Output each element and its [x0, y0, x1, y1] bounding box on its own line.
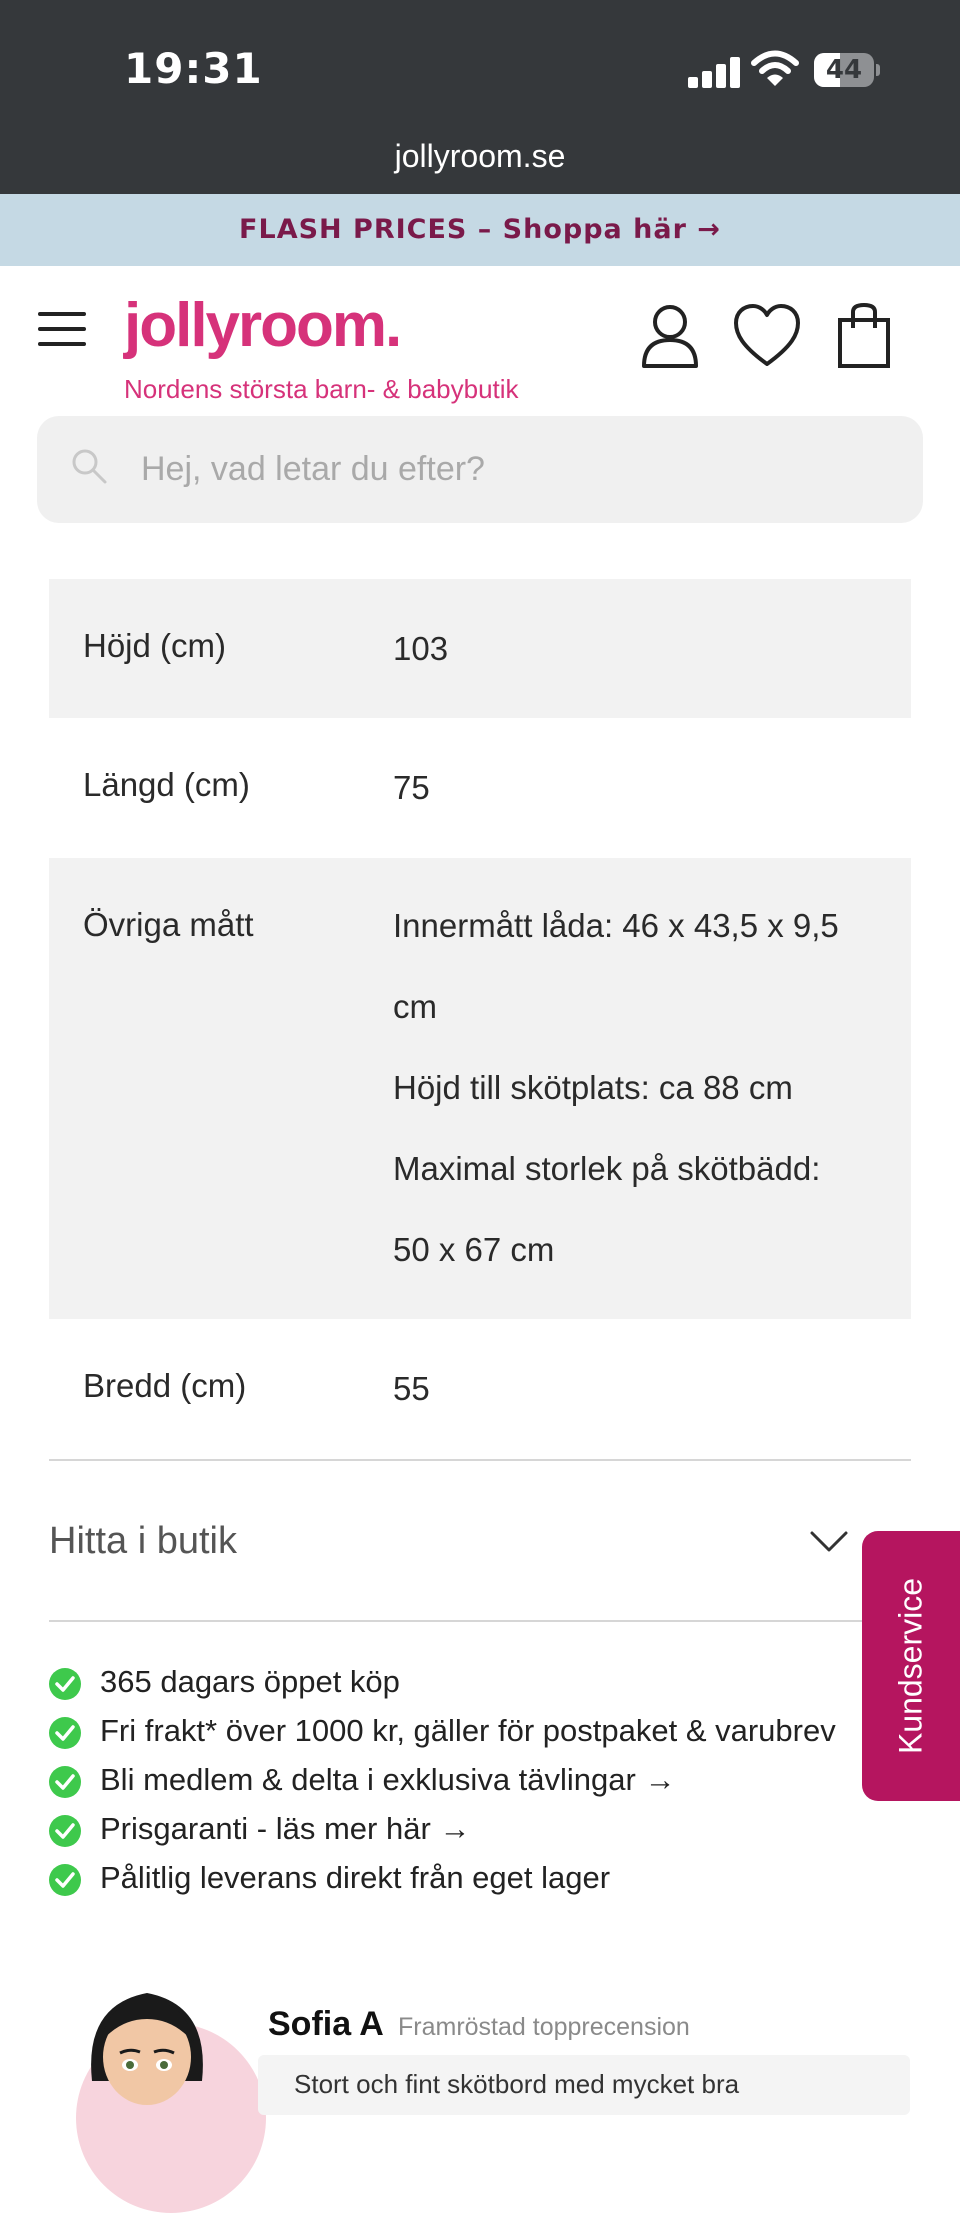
find-in-store-accordion[interactable] [49, 1462, 911, 1622]
usp-item: 365 dagars öppet köp [49, 1662, 960, 1711]
heart-icon[interactable] [732, 302, 802, 370]
site-header [0, 266, 960, 416]
search-icon [69, 446, 109, 486]
logo[interactable]: jollyroom. [124, 291, 401, 360]
spec-row [49, 858, 911, 1319]
status-bar [0, 0, 960, 194]
usp-item: Fri frakt* över 1000 kr, gäller för postpaket & varubrev [49, 1711, 960, 1760]
spec-label: Bredd (cm) [83, 1367, 247, 1404]
top-review [0, 1985, 960, 2099]
check-icon [49, 1717, 81, 1749]
spec-value: 55 [393, 1370, 430, 1407]
customer-service-label: Kundservice [892, 1577, 929, 1755]
user-icon[interactable] [638, 302, 702, 370]
spec-value: 75 [393, 769, 430, 806]
promo-banner[interactable]: FLASH PRICES – Shoppa här → [0, 194, 960, 266]
tagline: Nordens största barn- & babybutik [124, 374, 519, 404]
customer-service-tab[interactable] [862, 1531, 960, 1801]
clock: 19:31 [124, 44, 263, 93]
spec-row [49, 579, 911, 718]
wifi-icon [752, 50, 798, 88]
spec-label: Längd (cm) [83, 766, 250, 803]
search-input[interactable] [141, 416, 881, 523]
check-icon [49, 1864, 81, 1896]
search-bar[interactable] [37, 416, 923, 523]
spec-value: Innermått låda: 46 x 43,5 x 9,5 cm Höjd till skötplats: ca 88 cm Maximal storlek på skötbädd: 50 x 67 cm [393, 907, 839, 1268]
cellular-signal-icon [688, 56, 740, 88]
specifications-table [49, 579, 911, 1458]
avatar [62, 1985, 232, 2081]
spec-label: Övriga mått [83, 906, 254, 943]
review-text: Stort och fint skötbord med mycket bra [294, 2069, 740, 2099]
bag-icon[interactable] [836, 302, 892, 370]
usp-list [49, 1662, 960, 1907]
spec-value: 103 [393, 630, 449, 667]
spec-row [49, 718, 911, 858]
usp-item: Pålitlig leverans direkt från eget lager [49, 1858, 960, 1907]
spec-row [49, 1319, 911, 1458]
reviewer-name: Sofia A [268, 2005, 384, 2043]
accordion-title: Hitta i butik [49, 1520, 237, 1562]
divider [49, 1620, 911, 1622]
spec-label: Höjd (cm) [83, 627, 227, 664]
usp-item[interactable]: Prisgaranti - läs mer här → [49, 1809, 960, 1858]
battery-percent: 44 [825, 55, 863, 85]
menu-icon[interactable] [38, 312, 86, 346]
review-badge: Framröstad topprecension [398, 2013, 690, 2041]
check-icon [49, 1766, 81, 1798]
battery-icon [814, 53, 880, 87]
divider [49, 1459, 911, 1461]
chevron-down-icon[interactable] [809, 1528, 849, 1556]
review-card [258, 2055, 910, 2115]
check-icon [49, 1668, 81, 1700]
check-icon [49, 1815, 81, 1847]
address-bar[interactable]: jollyroom.se [394, 138, 566, 174]
usp-item[interactable]: Bli medlem & delta i exklusiva tävlingar → [49, 1760, 960, 1809]
